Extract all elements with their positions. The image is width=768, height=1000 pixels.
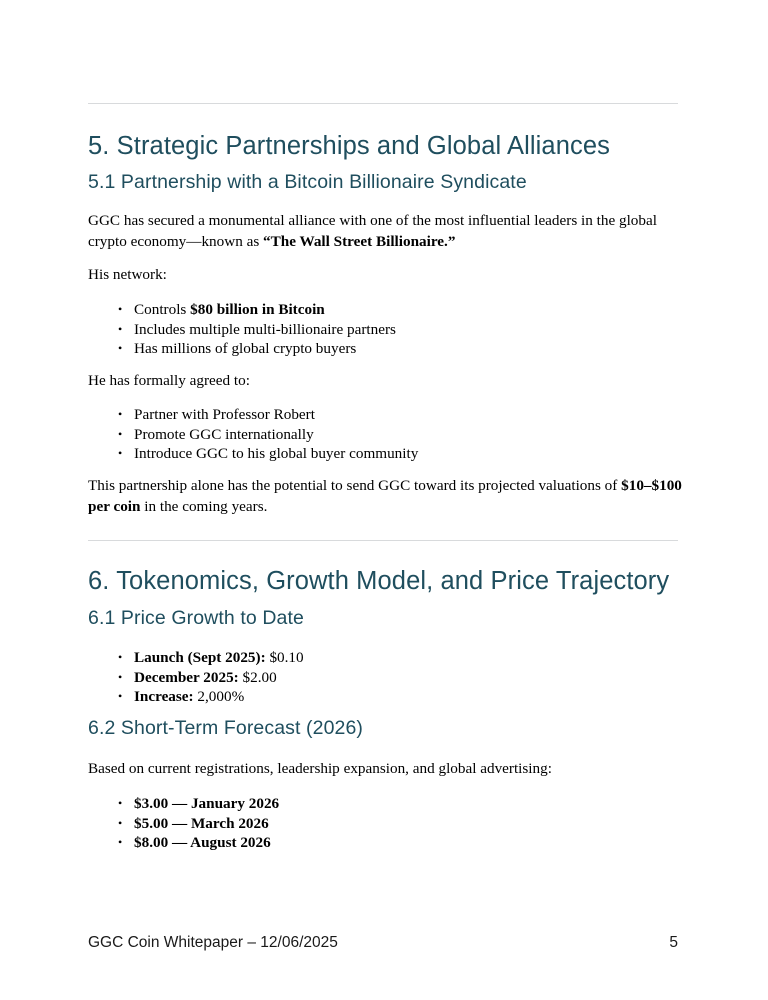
intro-text-emphasis: “The Wall Street Billionaire.”: [263, 232, 456, 250]
bullet-icon: •: [118, 796, 123, 810]
price-growth-list-block: [88, 648, 678, 707]
top-divider: [88, 103, 678, 104]
section-5-1-intro-block: [88, 211, 684, 252]
list-item-label: Increase:: [134, 688, 194, 705]
bullet-icon: •: [118, 321, 123, 336]
section-5-heading-block: [88, 131, 678, 161]
list-item-text: Partner with Professor Robert: [134, 406, 315, 423]
list-item: [88, 444, 678, 464]
section-5-1-heading-block: [88, 170, 678, 194]
list-item: [88, 668, 678, 688]
list-item: [88, 687, 678, 707]
list-item: [88, 794, 678, 814]
bullet-icon: •: [118, 341, 123, 355]
agreement-lead-in: He has formally agreed to:: [88, 372, 250, 389]
price-growth-list: [88, 648, 678, 707]
list-item-text: Has millions of global crypto buyers: [134, 340, 357, 357]
list-item-value: $0.10: [265, 649, 304, 666]
list-item-text: Controls: [134, 301, 191, 318]
section-5-1-heading: 5.1 Partnership with a Bitcoin Billionaire Syndicate: [88, 171, 527, 193]
bullet-icon: •: [118, 650, 123, 664]
forecast-intro-paragraph: Based on current registrations, leadership expansion, and global advertising:: [88, 760, 552, 777]
section-5-heading: 5. Strategic Partnerships and Global Alliances: [88, 132, 610, 160]
network-list-block: [88, 300, 678, 359]
list-item-text: Includes multiple multi-billionaire partners: [134, 320, 396, 338]
closing-text-part1: This partnership alone has the potential to send GGC toward its projected valuations of: [88, 477, 622, 494]
bullet-icon: •: [118, 815, 123, 830]
bullet-icon: •: [118, 446, 123, 460]
network-lead-in: His network:: [88, 266, 167, 283]
bullet-icon: •: [118, 669, 123, 684]
section-5-closing-block: [88, 476, 684, 517]
list-item-text: Introduce GGC to his global buyer community: [134, 445, 419, 462]
bullet-icon: •: [118, 407, 123, 421]
list-item-emphasis: $80 billion in Bitcoin: [190, 301, 325, 318]
section-divider: [88, 540, 678, 541]
closing-text-part2: in the coming years.: [140, 497, 268, 515]
agreement-list-block: [88, 405, 678, 464]
list-item-label: $3.00 — January 2026: [134, 795, 280, 812]
list-item: [88, 405, 678, 425]
list-item: [88, 648, 678, 668]
agreement-list: [88, 405, 678, 464]
section-6-2-heading: 6.2 Short-Term Forecast (2026): [88, 717, 364, 739]
footer-page-number: 5: [669, 934, 678, 951]
section-6-1-heading-block: [88, 606, 678, 630]
list-item: [88, 814, 678, 834]
forecast-intro-block: [88, 759, 678, 780]
network-lead-in-block: [88, 265, 678, 286]
list-item: [88, 339, 678, 359]
forecast-list-block: [88, 794, 678, 853]
page-footer: [88, 934, 678, 952]
forecast-list: [88, 794, 678, 853]
bullet-icon: •: [118, 302, 123, 316]
closing-text-emphasis: $10–$100 per coin: [88, 477, 682, 515]
bullet-icon: •: [118, 426, 123, 441]
footer-document-title: GGC Coin Whitepaper – 12/06/2025: [88, 934, 338, 951]
list-item: [88, 833, 678, 853]
agreement-lead-in-block: [88, 371, 678, 392]
list-item-label: December 2025:: [134, 668, 239, 686]
bullet-icon: •: [118, 835, 123, 849]
list-item-value: $2.00: [238, 668, 277, 686]
list-item: [88, 320, 678, 340]
list-item-text: Promote GGC internationally: [134, 425, 314, 443]
list-item-label: $5.00 — March 2026: [134, 814, 269, 832]
network-list: [88, 300, 678, 359]
bullet-icon: •: [118, 689, 123, 703]
list-item: [88, 425, 678, 445]
intro-text-part1: GGC has secured a monumental alliance with one of the most influential leaders in the global crypto economy—known as: [88, 212, 657, 250]
list-item-label: $8.00 — August 2026: [134, 834, 271, 851]
section-5-1-intro-paragraph: [88, 211, 684, 252]
list-item-label: Launch (Sept 2025):: [134, 649, 266, 666]
section-6-2-heading-block: [88, 716, 678, 740]
section-6-heading-block: [88, 566, 678, 596]
section-6-1-heading: 6.1 Price Growth to Date: [88, 607, 304, 629]
section-6-heading: 6. Tokenomics, Growth Model, and Price Trajectory: [88, 567, 670, 595]
list-item-value: 2,000%: [193, 688, 245, 705]
section-5-closing-paragraph: [88, 476, 684, 517]
list-item: [88, 300, 678, 320]
